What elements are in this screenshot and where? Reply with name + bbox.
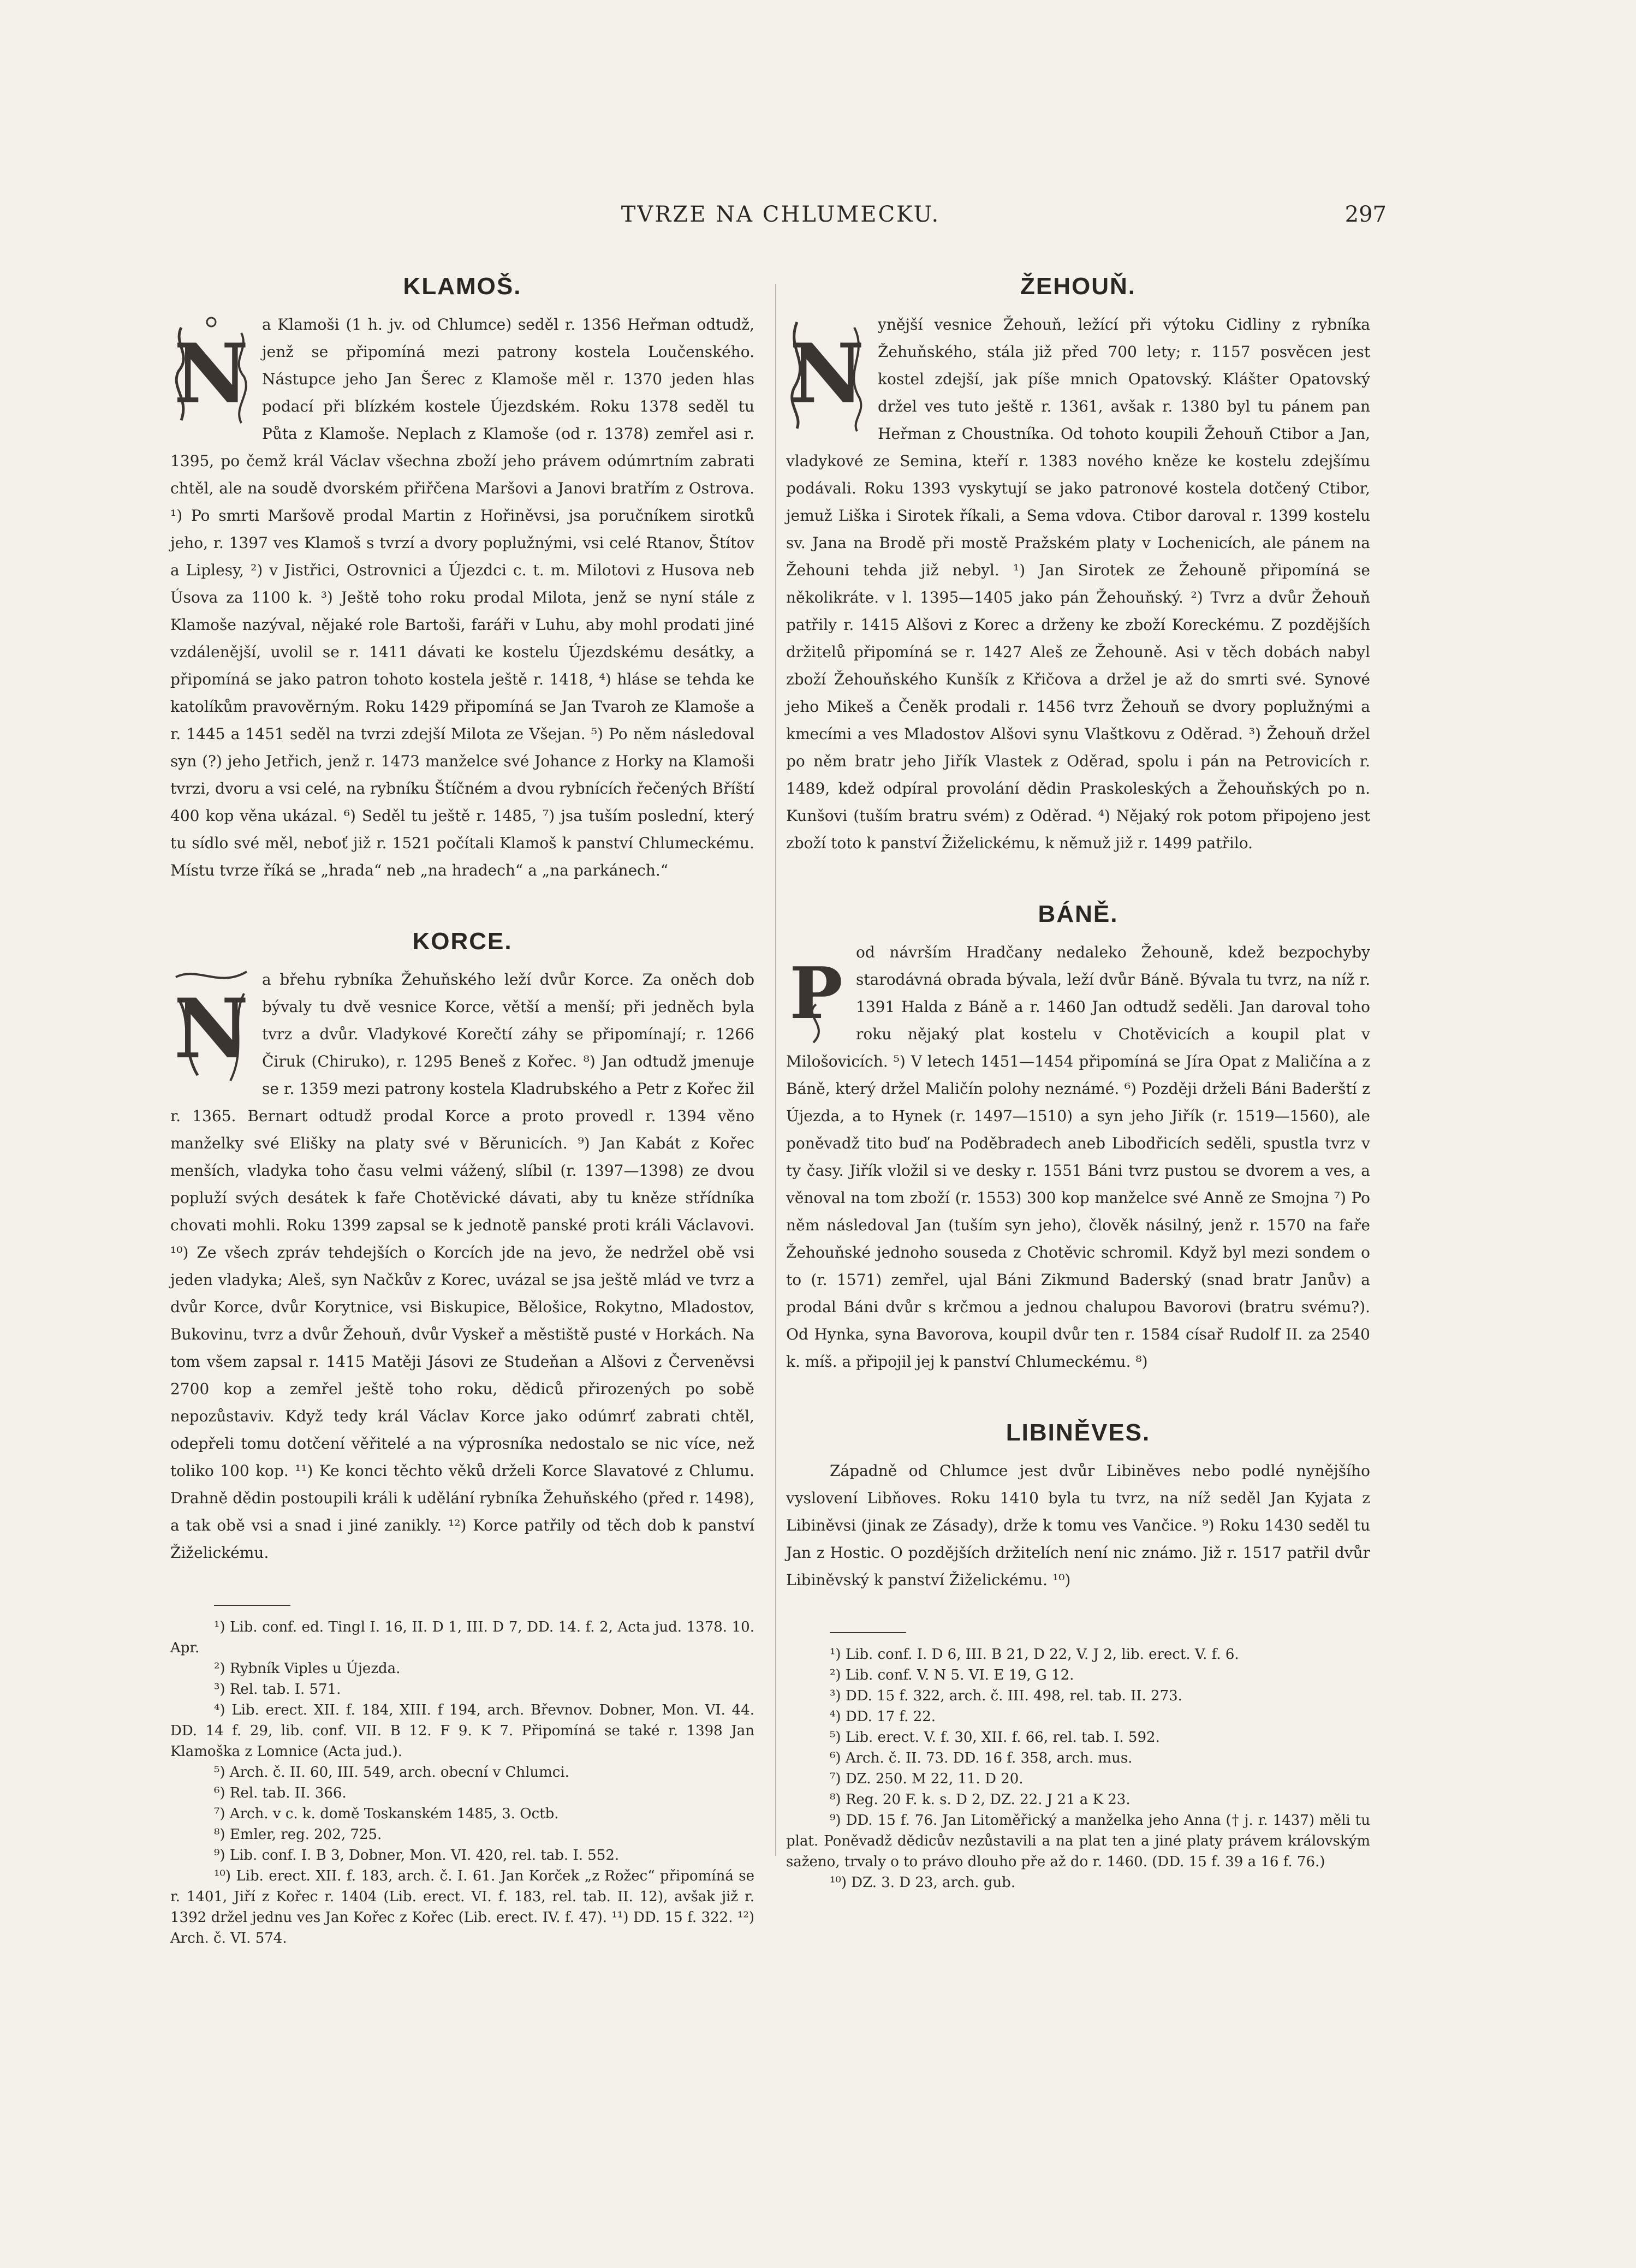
section-korce	[170, 922, 754, 1567]
footnote: ¹⁰) DZ. 3. D 23, arch. gub.	[830, 1874, 1016, 1891]
paragraph-bane: od návrším Hradčany nedaleko Žehouně, kdež bezpochyby starodávná obrada bývala, leží dvůr Báně. Bývala tu tvrz, na níž r. 1391 Halda z Báně a r. 1460 Jan odtudž seděli. Jan daroval toho roku nějaký plat kostelu v Chotěvicích a koupil plat v Milošovicích. ⁵) V letech 1451—1454 připomíná se Jíra Opat z Maličína a z Báně, který držel Maličín polohy neznámé. ⁶) Později drželi Báni Baderští z Újezda, a to Hynek (r. 1497—1510) a syn jeho Jiřík (r. 1519—1560), ale poněvadž tito buď na Poděbradech aneb Libodřicích seděli, spustla tvrz v ty časy. Jiřík vložil si ve desky r. 1551 Báni tvrz pustou se dvorem a ves, a věnoval na tom zboží (r. 1553) 300 kop manželce své Anně ze Smojna ⁷) Po něm následoval Jan (tuším syn jeho), člověk násilný, jenž r. 1570 na faře Žehouňské jednoho souseda z Chotěvic schromil. Když byl mezi sondem o to (r. 1571) zemřel, ujal Báni Zikmund Baderský (snad bratr Janův) a prodal Báni dvůr s krčmou a jednou chalupou Bavorovi (bratru svému?). Od Hynka, syna Bavorova, koupil dvůr ten r. 1584 císař Rudolf II. za 2540 k. míš. a připojil jej k panství Chlumeckému. ⁸)	[786, 943, 1370, 1371]
footnote: ⁵) Arch. č. II. 60, III. 549, arch. obecní v Chlumci.	[214, 1764, 569, 1781]
section-title-libineves: LIBINĚVES.	[1006, 1419, 1151, 1446]
decorated-initial-p	[786, 939, 846, 1048]
footnote: ³) Rel. tab. I. 571.	[214, 1681, 341, 1698]
initial-letter: N	[789, 326, 865, 422]
footnote: ⁸) Reg. 20 F. k. s. D 2, DZ. 22. J 21 a K 23.	[830, 1791, 1131, 1808]
left-column	[170, 257, 754, 1949]
initial-letter: P	[789, 951, 843, 1035]
right-column	[786, 257, 1370, 1893]
footnote: ⁴) Lib. erect. XII. f. 184, XIII. f 194, arch. Břevnov. Dobner, Mon. VI. 44. DD. 14 f. 29, lib. conf. VII. B 12. F 9. K 7. Připomíná se také r. 1398 Jan Klamoška z Lomnice (Acta jud.).	[170, 1702, 754, 1760]
footnotes-left	[170, 1617, 754, 1949]
section-title-bane: BÁNĚ.	[1038, 901, 1119, 927]
decorated-initial-n	[170, 966, 252, 1092]
page-number: 297	[1345, 202, 1387, 227]
footnote: ²) Rybník Viples u Újezda.	[214, 1660, 401, 1677]
footnote: ⁵) Lib. erect. V. f. 30, XII. f. 66, rel. tab. I. 592.	[830, 1729, 1160, 1746]
footnote: ¹) Lib. conf. ed. Tingl I. 16, II. D 1, III. D 7, DD. 14. f. 2, Acta jud. 1378. 10. Apr.	[170, 1619, 754, 1656]
paragraph-zehoun: ynější vesnice Žehouň, ležící při výtoku Cidliny z rybníka Žehuňského, stála již před 700 lety; r. 1157 posvěcen jest kostel zdejší, jak píše mnich Opatovský. Klášter Opatovský držel ves tuto ještě r. 1361, avšak r. 1380 byl tu pánem pan Heřman z Choustníka. Od tohoto koupili Žehouň Ctibor a Jan, vladykové ze Semina, kteří r. 1383 nového kněze ke kostelu zdejšímu podávali. Roku 1393 vyskytují se jako patronové kostela dotčený Ctibor, jemuž Liška i Sirotek říkali, a Sema vdova. Ctibor daroval r. 1399 kostelu sv. Jana na Brodě při mostě Pražském platy v Lochenicích, ale pánem na Žehouni tehda již nebyl. ¹) Jan Sirotek ze Žehouně připomíná se několikráte. v l. 1395—1405 jako pán Žehouňský. ²) Tvrz a dvůr Žehouň patřily r. 1415 Alšovi z Korec a drženy ke zboží Koreckému. Z pozdějších držitelů připomíná se r. 1427 Aleš ze Žehouně. Asi v těch dobách nabyl zboží Žehouňského Kunšík z Křičova a držel je až do smrti své. Synové jeho Mikeš a Čeněk prodali r. 1456 tvrz Žehouň se dvory poplužnými a kmecími a ves Mladostov Alšovi synu Vlaštkovu z Oděrad. ³) Žehouň držel po něm bratr jeho Jiřík Vlastek z Oděrad, spolu i pán na Petrovicích r. 1489, kdež odpíral provolání dědin Praskoleských a Žehouňských po n. Kunšovi (tuším bratru svém) z Oděrad. ⁴) Nějaký rok potom připojeno jest zboží toto k panství Žiželickému, k němuž již r. 1499 patřilo.	[786, 316, 1370, 852]
footnote: ⁷) DZ. 250. M 22, 11. D 20.	[830, 1771, 1024, 1787]
section-title-korce: KORCE.	[412, 928, 513, 955]
section-klamos	[170, 267, 754, 884]
footnote: ⁶) Arch. č. II. 73. DD. 16 f. 358, arch. mus.	[830, 1750, 1133, 1766]
paragraph-klamos: a Klamoši (1 h. jv. od Chlumce) seděl r. 1356 Heřman odtudž, jenž se připomíná mezi patrony kostela Loučenského. Nástupce jeho Jan Šerec z Klamoše měl r. 1370 jeden hlas podací při blízkém kostele Újezdském. Roku 1378 seděl tu Půta z Klamoše. Neplach z Klamoše (od r. 1378) zemřel asi r. 1395, po čemž král Václav všechna zboží jeho právem odúmrtním zabrati chtěl, ale na soudě dvorském přiřčena Maršovi a Janovi bratřím z Ostrova. ¹) Po smrti Maršově prodal Martin z Hořiněvsi, jsa poručníkem sirotků jeho, r. 1397 ves Klamoš s tvrzí a dvory poplužnými, vsi celé Rtanov, Štítov a Liplesy, ²) v Jistřici, Ostrovnici a Újezdci c. t. m. Milotovi z Husova neb Úsova za 1100 k. ³) Ještě toho roku prodal Milota, jenž se nyní stále z Klamoše nazýval, nějaké role Bartoši, faráři v Luhu, aby mohl prodati jiné vzdálenější, uvolil se r. 1411 dávati ke kostelu Újezdskému desátky, a připomíná se jako patron tohoto kostela ještě r. 1418, ⁴) hláse se tehda ke katolíkům pravověrným. Roku 1429 připomíná se Jan Tvaroh ze Klamoše a r. 1445 a 1451 seděl na tvrzi zdejší Milota ze Všejan. ⁵) Po něm následoval syn (?) jeho Jetřich, jenž r. 1473 manželce své Johance z Horky na Klamoši tvrzi, dvoru a vsi celé, na rybníku Štíčném a dvou rybnících řečených Bříští 400 kop věna ukázal. ⁶) Seděl tu ještě r. 1485, ⁷) jsa tuším poslední, který tu sídlo své měl, neboť již r. 1521 počítali Klamoš k panství Chlumeckému. Místu tvrze říká se „hrada“ neb „na hradech“ a „na parkánech.“	[170, 316, 754, 879]
paragraph-korce: a břehu rybníka Žehuňského leží dvůr Korce. Za oněch dob bývaly tu dvě vesnice Korce, větší a menší; při jedněch byla tvrz a dvůr. Vladykové Korečtí záhy se připomínají; r. 1266 Čiruk (Chiruko), r. 1295 Beneš z Kořec. ⁸) Jan odtudž jmenuje se r. 1359 mezi patrony kostela Kladrubského a Petr z Kořec žil r. 1365. Bernart odtudž prodal Korce a proto provedl r. 1394 věno manželky své Elišky na platy své v Běrunicích. ⁹) Jan Kabát z Kořec menších, vladyka toho času velmi vážený, slíbil (r. 1397—1398) ze dvou popluží svých desátek k faře Chotěvické dávati, aby tu kněze střídníka chovati mohli. Roku 1399 zapsal se k jednotě panské proti králi Václavovi. ¹⁰) Ze všech zpráv tehdejších o Korcích jde na jevo, že nedržel obě vsi jeden vladyka; Aleš, syn Načkův z Korec, uvázal se jsa ještě mlád ve tvrz a dvůr Korce, dvůr Korytnice, vsi Biskupice, Bělošice, Rokytno, Mladostov, Bukovinu, tvrz a dvůr Žehouň, dvůr Vyskeř a městiště pusté v Horkách. Na tom všem zapsal r. 1415 Matěji Jásovi ze Studeňan a Alšovi z Červeněvsi 2700 kop a zemřel ještě toho roku, dědiců přirozených po sobě nepozůstaviv. Když tedy král Václav Korce jako odúmrť zabrati chtěl, odepřeli tomu dotčení věřitelé a na výprosníka nedostalo se nic více, než toliko 100 kop. ¹¹) Ke konci těchto věků drželi Korce Slavatové z Chlumu. Drahně dědin postoupili králi k udělání rybníka Žehuňského (před r. 1498), a tak obě vsi a snad i jiné zanikly. ¹²) Korce patřily od těch dob k panství Žiželickému.	[170, 971, 754, 1562]
footnote: ⁹) Lib. conf. I. B 3, Dobner, Mon. VI. 420, rel. tab. I. 552.	[214, 1847, 620, 1864]
footnote: ³) DD. 15 f. 322, arch. č. III. 498, rel. tab. II. 273.	[830, 1688, 1182, 1704]
section-zehoun	[786, 267, 1370, 857]
footnote: ¹) Lib. conf. I. D 6, III. B 21, D 22, V. J 2, lib. erect. V. f. 6.	[830, 1646, 1239, 1663]
footnote: ⁸) Emler, reg. 202, 725.	[214, 1826, 382, 1843]
initial-letter: N	[174, 981, 249, 1077]
paragraph-libineves: Západně od Chlumce jest dvůr Libiněves nebo podlé nynějšího vyslovení Libňoves. Roku 1410 byla tu tvrz, na níž seděl Jan Kyjata z Libiněvsi (jinak ze Zásady), drže k tomu ves Vančice. ⁹) Roku 1430 seděl tu Jan z Hostic. O pozdějších držitelích není nic známo. Již r. 1517 patřil dvůr Libiněvský k panství Žiželickému. ¹⁰)	[786, 1462, 1370, 1589]
footnote: ⁶) Rel. tab. II. 366.	[214, 1785, 347, 1801]
section-bane	[786, 895, 1370, 1376]
section-libineves	[786, 1414, 1370, 1594]
page-header	[175, 202, 1387, 235]
decorated-initial-n	[170, 311, 252, 437]
footnotes-right	[786, 1644, 1370, 1893]
decorated-initial-n	[786, 311, 868, 437]
section-title-zehoun: ŽEHOUŇ.	[1020, 273, 1136, 300]
initial-letter: N	[174, 326, 249, 422]
footnote: ⁴) DD. 17 f. 22.	[830, 1709, 936, 1725]
running-title: TVRZE NA CHLUMECKU.	[621, 202, 941, 227]
footnote-rule	[214, 1605, 290, 1606]
footnote: ¹⁰) Lib. erect. XII. f. 183, arch. č. I. 61. Jan Korček „z Rožec“ připomíná se r. 1401, Jiří z Kořec r. 1404 (Lib. erect. VI. f. 183, rel. tab. II. 12), avšak již r. 1392 držel jednu ves Jan Kořec z Kořec (Lib. erect. IV. f. 47). ¹¹) DD. 15 f. 322. ¹²) Arch. č. VI. 574.	[170, 1868, 754, 1946]
footnote: ²) Lib. conf. V. N 5. VI. E 19, G 12.	[830, 1667, 1074, 1683]
footnote: ⁷) Arch. v c. k. domě Toskanském 1485, 3. Octb.	[214, 1806, 559, 1822]
footnote: ⁹) DD. 15 f. 76. Jan Litoměřický a manželka jeho Anna († j. r. 1437) měli tu plat. Poněvadž dědicův nezůstavili a na plat ten a jiné platy právem královským saženo, trvaly o to právo dlouho pře až do r. 1460. (DD. 15 f. 39 a 16 f. 76.)	[786, 1812, 1370, 1870]
footnote-rule	[830, 1632, 906, 1633]
section-title-klamos: KLAMOŠ.	[403, 273, 522, 300]
column-divider	[775, 284, 776, 1856]
